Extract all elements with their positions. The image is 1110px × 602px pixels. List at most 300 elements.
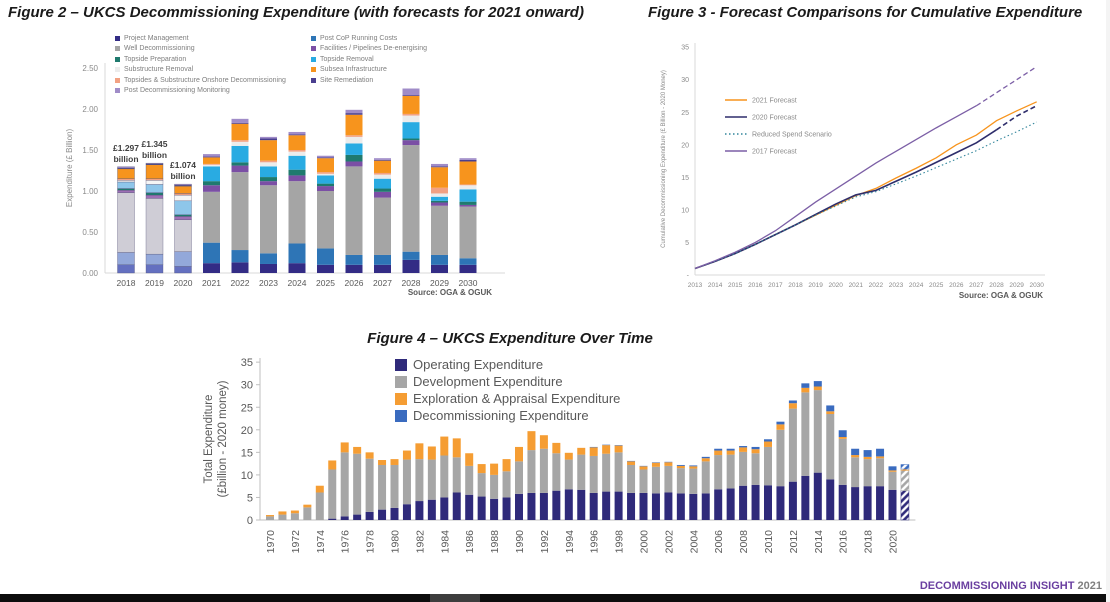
x-tick-label: 1986 (464, 530, 477, 554)
bar-segment (839, 439, 847, 485)
bar-segment (490, 464, 498, 475)
bar-segment (460, 158, 477, 160)
bar-segment (727, 449, 735, 451)
bar-segment (378, 510, 386, 520)
bar-segment (876, 449, 884, 457)
bar-segment (403, 504, 411, 520)
bar-segment (232, 262, 249, 273)
line-series (695, 106, 976, 269)
y-tick-label: 35 (240, 357, 253, 370)
bar-segment (764, 485, 772, 520)
bar-segment (203, 165, 220, 167)
legend-label: Facilities / Pipelines De-energising (320, 45, 427, 53)
bar-segment (232, 166, 249, 173)
bar-segment (478, 497, 486, 520)
x-tick-label: 2010 (763, 530, 775, 554)
figure3-chart (655, 38, 1110, 303)
y-tick-label: 5 (685, 239, 689, 247)
bar-segment (289, 243, 306, 263)
bar-segment (465, 453, 473, 466)
bar-segment (652, 463, 660, 467)
bar-segment (175, 195, 192, 201)
y-tick-label: 10 (240, 469, 253, 482)
bar-segment (203, 243, 220, 264)
bar-segment (727, 488, 735, 520)
bar-segment (289, 152, 306, 156)
legend-item (115, 33, 311, 44)
bar-segment (465, 466, 473, 495)
x-tick-label: 2002 (663, 530, 676, 554)
figure3-source: Source: OGA & OGUK (958, 291, 1043, 300)
bar-segment (752, 453, 760, 485)
bar-segment (278, 515, 286, 520)
bar-segment (317, 186, 334, 191)
bar-segment (627, 465, 635, 493)
bar-segment (175, 193, 192, 195)
bar-annotation: billion (113, 153, 139, 164)
bar-segment (346, 143, 363, 154)
bar-segment (346, 115, 363, 136)
bar-segment (889, 472, 897, 490)
bar-segment (515, 447, 523, 461)
bar-segment (664, 466, 672, 493)
bar-segment (203, 164, 220, 165)
bar-segment (346, 113, 363, 115)
x-tick-label: 2019 (808, 282, 823, 289)
bar-segment (876, 458, 884, 486)
x-tick-label: 1974 (314, 530, 327, 554)
legend-label: Post CoP Running Costs (320, 34, 398, 42)
x-tick-label: 1984 (439, 530, 452, 554)
y-tick-label: 20 (681, 142, 689, 150)
bar-segment (652, 493, 660, 520)
bar-segment (403, 145, 420, 252)
bar-segment (652, 467, 660, 494)
bar-segment (328, 469, 336, 518)
legend-item (311, 33, 427, 44)
bar-segment (752, 449, 760, 453)
bar-segment (232, 124, 249, 140)
bar-segment (490, 475, 498, 499)
x-tick-label: 2022 (868, 282, 884, 289)
legend-label: Topsides & Substructure Onshore Decommissioning (124, 76, 286, 84)
bar-segment (552, 491, 560, 520)
legend-swatch (115, 46, 120, 51)
bar-segment (527, 431, 535, 450)
x-tick-label: 2004 (688, 530, 701, 554)
bar-segment (431, 255, 448, 265)
bar-segment (203, 157, 220, 158)
figure4-title: Figure 4 – UKCS Expenditure Over Time (367, 330, 653, 347)
bar-segment (403, 252, 420, 260)
bar-segment (814, 390, 822, 473)
bar-segment (317, 175, 334, 183)
bar-segment (232, 140, 249, 142)
bar-segment (431, 164, 448, 166)
legend-label: 2020 Forecast (752, 114, 797, 122)
bar-segment (260, 181, 277, 185)
x-tick-label: 2022 (230, 278, 250, 288)
bar-segment (839, 437, 847, 439)
bar-segment (203, 192, 220, 243)
bar-segment (552, 443, 560, 453)
bar-segment (565, 453, 573, 460)
y-axis-label: Total Expenditure (203, 394, 215, 484)
bar-segment (590, 447, 598, 456)
bar-segment (346, 135, 363, 137)
bar-annotation: billion (141, 150, 168, 161)
bar-segment (776, 486, 784, 520)
bar-segment (317, 157, 334, 158)
legend-swatch (395, 359, 407, 371)
bar-segment (366, 512, 374, 520)
bar-segment (826, 411, 834, 414)
bar-segment (346, 255, 363, 265)
legend-item (395, 407, 620, 424)
bar-segment (864, 457, 872, 459)
bar-segment (403, 96, 420, 114)
bar-segment (565, 460, 573, 490)
x-tick-label: 2013 (687, 282, 703, 289)
bar-segment (403, 122, 420, 138)
legend-label: 2021 Forecast (752, 97, 797, 105)
x-tick-label: 2015 (727, 282, 743, 289)
y-tick-label: 10 (681, 207, 689, 215)
bar-segment (118, 265, 135, 273)
bar-segment (889, 470, 897, 471)
bar-segment (403, 116, 420, 123)
bar-segment (702, 493, 710, 520)
bar-segment (374, 192, 391, 198)
bar-segment (203, 263, 220, 273)
x-tick-label: 2026 (344, 278, 364, 288)
x-tick-label: 2027 (969, 282, 984, 289)
bar-segment (260, 264, 277, 273)
bar-segment (889, 466, 897, 470)
bar-segment (889, 490, 897, 520)
bar-segment (615, 492, 623, 520)
bar-segment (317, 156, 334, 158)
bar-segment (839, 485, 847, 520)
bar-annotation: £1.345 (141, 139, 168, 150)
legend-label: Subsea Infrastructure (320, 66, 387, 74)
bar-segment (503, 459, 511, 471)
bar-segment (764, 447, 772, 485)
bar-segment-forecast-hatched (901, 491, 909, 520)
y-tick-label: 15 (681, 174, 689, 182)
bar-segment (175, 201, 192, 215)
legend-label: Decommissioning Expenditure (413, 408, 589, 423)
x-tick-label: 1976 (339, 530, 352, 554)
bar-segment (615, 446, 623, 453)
bar-segment (460, 184, 477, 185)
bar-segment (440, 456, 448, 498)
legend-item (395, 373, 620, 390)
bar-segment (316, 492, 324, 520)
line-series-dashed (976, 67, 1036, 106)
x-tick-label: 2026 (949, 282, 964, 289)
x-tick-label: 1996 (588, 530, 601, 554)
bar-segment (118, 189, 135, 191)
x-tick-label: 1992 (538, 530, 551, 554)
bar-segment (328, 460, 336, 469)
bar-segment (232, 146, 249, 162)
bar-segment (602, 492, 610, 520)
legend-label: Topside Removal (320, 55, 374, 63)
bar-segment (317, 158, 334, 172)
report-footer (920, 580, 1102, 592)
bar-segment (839, 430, 847, 437)
bar-segment (346, 161, 363, 166)
x-tick-label: 2028 (989, 282, 1004, 289)
bar-segment (789, 400, 797, 403)
legend-item (395, 390, 620, 407)
bar-segment (739, 486, 747, 520)
bar-segment (260, 137, 277, 139)
bar-segment (415, 459, 423, 501)
bar-segment (291, 511, 299, 514)
bar-segment-forecast-hatched (901, 470, 909, 490)
x-tick-label: 2018 (862, 530, 875, 554)
bar-segment (776, 424, 784, 429)
bar-segment (146, 195, 163, 198)
y-tick-label: 0 (246, 515, 253, 527)
bar-segment (478, 464, 486, 473)
bar-segment-forecast-hatched (901, 465, 909, 470)
legend-label: Topside Preparation (124, 55, 187, 63)
bar-segment (291, 513, 299, 520)
bar-segment (776, 422, 784, 425)
bar-segment (876, 486, 884, 520)
bar-segment (460, 205, 477, 207)
x-tick-label: 2025 (316, 278, 335, 288)
bar-segment (764, 439, 772, 441)
bar-segment (403, 95, 420, 96)
x-tick-label: 2014 (812, 530, 825, 554)
bar-segment (266, 515, 274, 516)
legend-label: Project Management (124, 34, 189, 42)
bar-segment (440, 497, 448, 520)
bar-segment (146, 180, 163, 184)
legend-label: Operating Expenditure (413, 357, 544, 372)
footer-bar (0, 594, 1110, 602)
bar-segment (431, 201, 448, 203)
bar-segment (460, 161, 477, 184)
bar-segment (431, 265, 448, 273)
bar-segment (527, 450, 535, 493)
legend-label: Reduced Spend Scenario (752, 131, 832, 139)
bar-segment (640, 493, 648, 520)
bar-segment (391, 465, 399, 508)
bar-segment (826, 405, 834, 411)
bar-segment (627, 493, 635, 520)
bar-segment (118, 169, 135, 179)
bar-segment (366, 452, 374, 458)
bar-segment (353, 454, 361, 515)
bar-segment (278, 511, 286, 514)
bar-annotation: £1.297 (113, 142, 139, 153)
bar-segment (431, 193, 448, 196)
bar-segment (232, 250, 249, 262)
y-tick-label: 30 (240, 379, 253, 392)
y-tick-label: 20 (240, 424, 253, 437)
y-tick-label: 2.00 (82, 105, 98, 114)
bar-segment (341, 442, 349, 452)
bar-segment (739, 452, 747, 486)
bar-segment (118, 193, 135, 253)
bar-segment (303, 507, 311, 520)
bar-segment (540, 449, 548, 493)
legend-swatch (115, 36, 120, 41)
y-tick-label: 35 (681, 44, 689, 52)
x-tick-label: 1998 (613, 530, 626, 554)
bar-segment (289, 132, 306, 134)
bar-segment (374, 158, 391, 160)
x-tick-label: 2017 (768, 282, 783, 289)
bar-segment (826, 414, 834, 479)
bar-segment (460, 207, 477, 259)
bar-segment (374, 265, 391, 273)
bar-segment (374, 189, 391, 192)
x-tick-label: 1994 (563, 530, 576, 554)
bar-segment (317, 172, 334, 174)
bar-segment (203, 181, 220, 185)
bar-segment (431, 188, 448, 194)
bar-segment (752, 485, 760, 520)
bar-segment (378, 460, 386, 465)
bar-segment (146, 254, 163, 265)
bar-segment (260, 253, 277, 264)
bar-segment (260, 185, 277, 253)
figure2-source: Source: OGA & OGUK (407, 288, 492, 297)
figure4-legend (395, 356, 620, 424)
x-tick-label: 2006 (713, 530, 726, 554)
legend-label: Development Expenditure (413, 374, 563, 389)
y-tick-label: 5 (246, 492, 253, 505)
bar-segment (353, 515, 361, 520)
bar-segment (289, 263, 306, 273)
figure2-title: Figure 2 – UKCS Decommissioning Expenditure (with forecasts for 2021 onward) (8, 4, 584, 21)
bar-segment (814, 387, 822, 391)
legend-item (311, 44, 427, 55)
bar-segment (328, 519, 336, 520)
bar-segment (346, 265, 363, 273)
legend-swatch (395, 376, 407, 388)
legend-label: Exploration & Appraisal Expenditure (413, 391, 621, 406)
x-tick-label: 1990 (514, 530, 526, 554)
bar-segment (776, 430, 784, 486)
bar-segment (702, 457, 710, 458)
x-tick-label: 1972 (289, 530, 302, 554)
bar-segment (175, 215, 192, 217)
bar-segment (374, 160, 391, 161)
x-tick-label: 1988 (489, 530, 502, 554)
bar-segment (303, 505, 311, 508)
bar-annotation: £1.074 (170, 160, 196, 171)
bar-segment (540, 435, 548, 449)
bar-segment (714, 489, 722, 520)
bar-segment (689, 469, 697, 494)
bar-segment (346, 166, 363, 255)
bar-segment (175, 184, 192, 185)
x-tick-label: 1982 (414, 530, 427, 554)
x-tick-label: 2024 (287, 278, 307, 288)
bar-segment (353, 447, 361, 454)
bar-annotation: billion (170, 171, 196, 182)
legend-item (395, 356, 620, 373)
bar-segment (266, 516, 274, 520)
bar-segment (118, 190, 135, 192)
bar-segment (415, 501, 423, 520)
bar-segment (789, 403, 797, 408)
legend-label: Substructure Removal (124, 66, 194, 74)
bar-segment (640, 469, 648, 492)
bar-segment (577, 490, 585, 520)
bar-segment (789, 409, 797, 482)
bar-segment (702, 458, 710, 461)
bar-segment (146, 184, 163, 192)
bar-segment (540, 493, 548, 520)
bar-segment (428, 446, 436, 459)
bar-segment (428, 460, 436, 500)
bar-segment (739, 446, 747, 447)
bar-segment (146, 179, 163, 181)
bar-segment (801, 388, 809, 393)
bar-segment (440, 437, 448, 456)
x-tick-label: 2008 (738, 530, 751, 554)
bar-segment (431, 167, 448, 188)
x-tick-label: 2029 (1009, 282, 1024, 289)
bar-segment (851, 455, 859, 457)
y-tick-label: - (686, 272, 689, 280)
bar-segment (677, 493, 685, 520)
bar-segment (515, 494, 523, 520)
bar-segment (366, 459, 374, 512)
bar-segment (590, 493, 598, 520)
bar-segment (503, 497, 511, 520)
x-tick-label: 1970 (265, 530, 277, 554)
bar-segment (374, 173, 391, 175)
bar-segment (431, 166, 448, 167)
x-tick-label: 2020 (173, 278, 193, 288)
bar-segment (664, 462, 672, 466)
footer-year: 2021 (1077, 580, 1102, 592)
x-tick-label: 2021 (202, 278, 221, 288)
bar-segment (764, 442, 772, 447)
bar-segment (801, 476, 809, 520)
bar-segment (317, 191, 334, 248)
bar-segment (341, 516, 349, 520)
bar-segment (727, 455, 735, 489)
x-tick-label: 2016 (748, 282, 763, 289)
bar-segment (260, 161, 277, 163)
bar-segment (851, 457, 859, 487)
y-tick-label: 30 (681, 77, 689, 85)
bar-segment (851, 487, 859, 520)
bar-segment (403, 260, 420, 273)
bar-segment (577, 448, 585, 455)
bar-segment (602, 445, 610, 454)
bar-segment (118, 180, 135, 182)
x-tick-label: 2019 (145, 278, 164, 288)
bar-segment (590, 456, 598, 493)
x-tick-label: 2023 (888, 282, 904, 289)
bar-segment (552, 453, 560, 490)
figure3-title: Figure 3 - Forecast Comparisons for Cumulative Expenditure (648, 4, 1083, 21)
bar-segment (428, 500, 436, 520)
bar-segment (391, 459, 399, 465)
bar-segment (677, 466, 685, 468)
